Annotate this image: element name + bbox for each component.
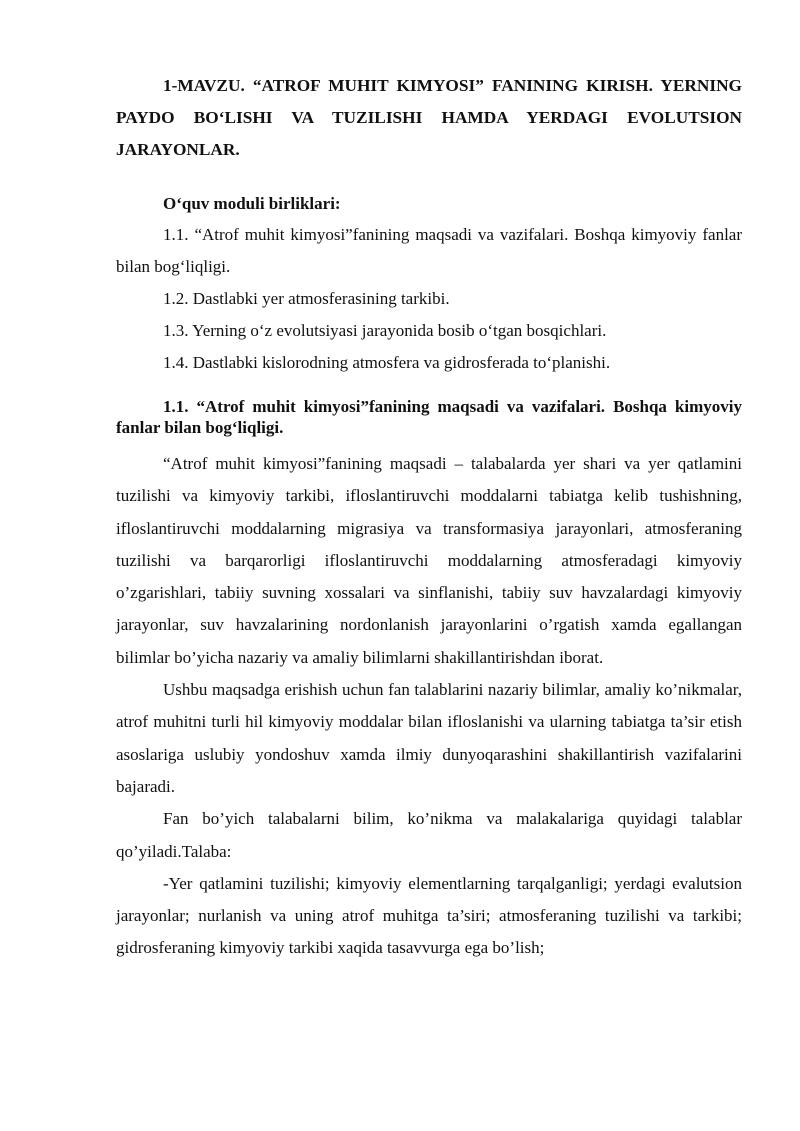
document-title: 1-MAVZU. “ATROF MUHIT KIMYOSI” FANINING KIRISH. YERNING PAYDO BOʻLISHI VA TUZILISHI HAMDA YERDAGI EVOLUTSION JARAYONLAR.: [116, 76, 742, 159]
paragraph-tasks: Ushbu maqsadga erishish uchun fan talablarini nazariy bilimlar, amaliy ko’nikmalar, atrof muhitni turli hil kimyoviy moddalar bilan ifloslanishi va ularning tabiatga ta’sir etish asoslariga uslubiy yondoshuv xamda ilmiy dunyoqarashini shakillantirish vazifalarini bajaradi.: [116, 680, 742, 796]
section-title: 1.1. “Atrof muhit kimyosi”fanining maqsadi va vazifalari. Boshqa kimyoviy fanlar bilan bogʻliqligi.: [116, 397, 742, 437]
module-item-1-4: 1.4. Dastlabki kislorodning atmosfera va gidrosferada toʻplanishi.: [163, 353, 611, 372]
paragraph-requirement-item: -Yer qatlamini tuzilishi; kimyoviy elementlarning tarqalganligi; yerdagi evalutsion jarayonlar; nurlanish va uning atrof muhitga ta’siri; atmosferaning tuzilishi va tarkibi; gidrosferaning kimyoviy tarkibi xaqida tasavvurga ega bo’lish;: [116, 873, 742, 958]
module-item-1-2: 1.2. Dastlabki yer atmosferasining tarkibi.: [163, 289, 450, 308]
module-item-1-3: 1.3. Yerning oʻz evolutsiyasi jarayonida bosib oʻtgan bosqichlari.: [163, 321, 607, 340]
paragraph-purpose: “Atrof muhit kimyosi”fanining maqsadi – talabalarda yer shari va yer qatlamini tuzilishi va kimyoviy tarkibi, ifloslantiruvchi moddalarni tabiatga kelib tushishning, ifloslantiruvchi moddalarning migrasiya va transformasiya jarayonlari, atmosferaning tuzilishi va barqarorligi ifloslantiruvchi moddalarning atmosferadagi kimyoviy o’zgarishlari, tabiiy suvning xossalari va sinflanishi, tabiiy suv havzalardagi kimyoviy jarayonlar, suv havzalarining nordonlanish jarayonlarini o’rgatish xamda egallangan bilimlar bo’yicha nazariy va amaliy bilimlarni shakillantirishdan iborat.: [116, 454, 742, 667]
module-item-1-1: 1.1. “Atrof muhit kimyosi”fanining maqsadi va vazifalari. Boshqa kimyoviy fanlar bilan bogʻliqligi.: [116, 225, 742, 276]
module-heading: Oʻquv moduli birliklari:: [163, 194, 341, 213]
paragraph-requirements: Fan bo’yich talabalarni bilim, ko’nikma va malakalariga quyidagi talablar qo’yiladi.Talaba:: [116, 809, 742, 861]
document-page: [116, 70, 742, 965]
